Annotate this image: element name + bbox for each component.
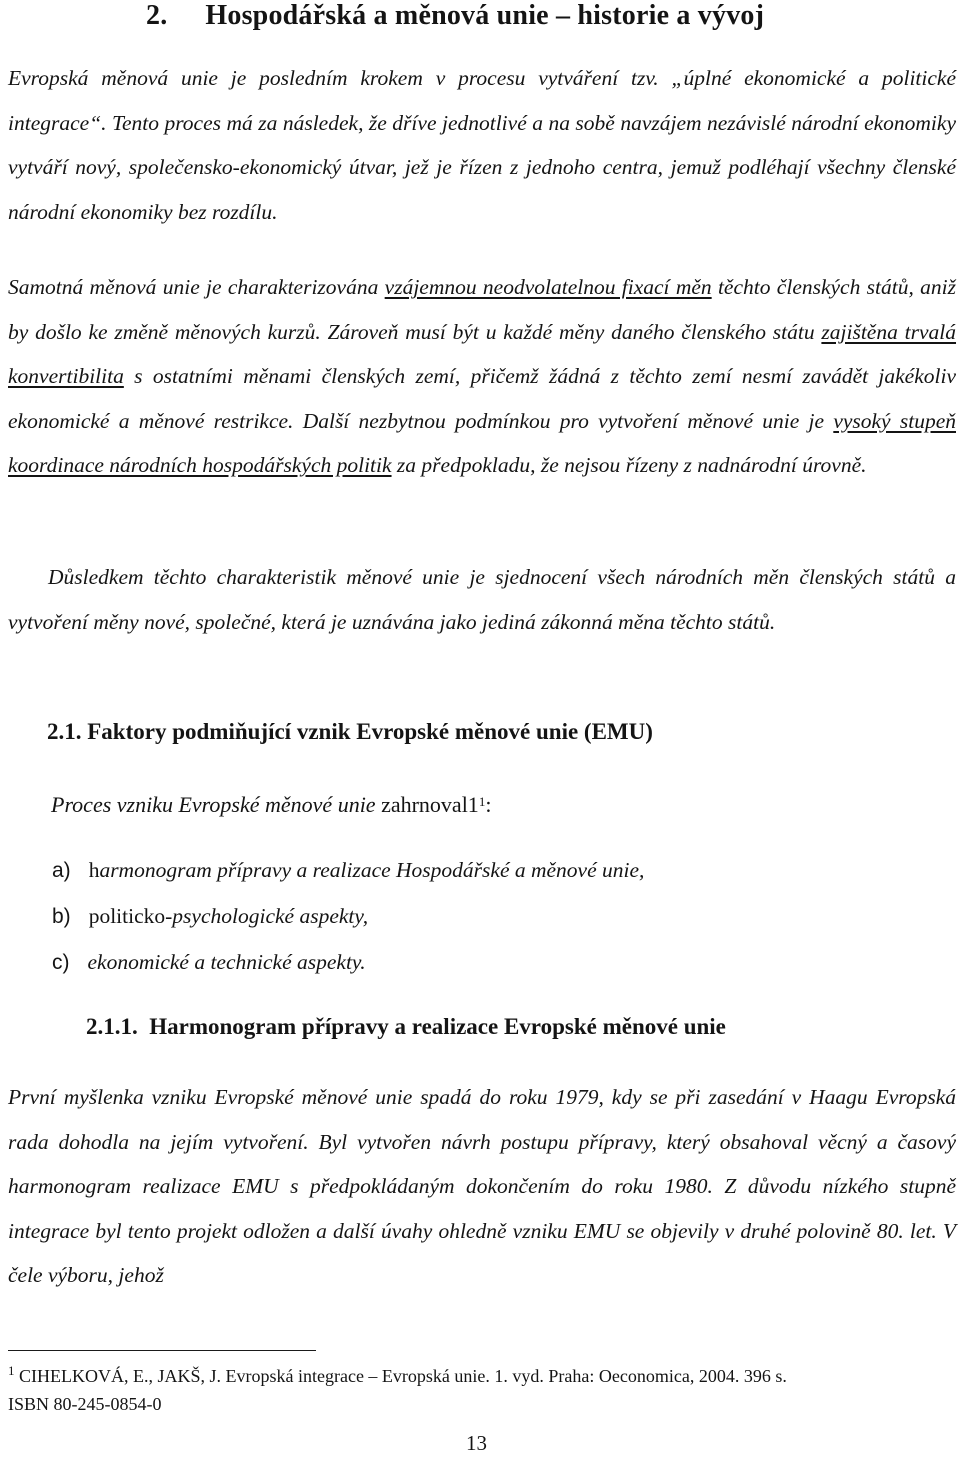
section-title: Harmonogram přípravy a realizace Evropské měnové unie: [149, 1014, 726, 1039]
underlined-term: zajištěna trvalá konvertibilita: [8, 319, 957, 388]
underlined-term: vzájemnou neodvolatelnou fixací měn: [384, 275, 712, 299]
chapter-title: Hospodářská a měnová unie – historie a vývoj: [205, 0, 765, 31]
section-number: 2.1.1.: [86, 1014, 138, 1039]
list-text-italic: armonogram přípravy a realizace Hospodářské a měnové unie,: [99, 858, 645, 882]
section-heading-2-1: [47, 719, 653, 745]
footnote-ref[interactable]: 1: [478, 794, 486, 809]
footnote-text: CIHELKOVÁ, E., JAKŠ, J. Evropská integrace – Evropská unie. 1. vyd. Praha: Oeconomica, 2004. 396 s.: [14, 1366, 787, 1386]
list-item: [52, 848, 644, 893]
footnote-number: 1: [8, 1363, 15, 1378]
list-intro-colon: :: [485, 792, 492, 817]
footnote-isbn: ISBN 80-245-0854-0: [8, 1394, 162, 1414]
underlined-term: vysoký stupeň koordinace národních hospodářských politik: [8, 408, 956, 477]
list-intro: [51, 782, 491, 827]
footnote-separator: [8, 1350, 316, 1351]
list-item: [52, 894, 368, 939]
text-segment: Další nezbytnou podmínkou pro vytvoření měnové unie je: [293, 408, 834, 433]
list-text-italic: ekonomické a technické aspekty.: [87, 950, 366, 974]
paragraph-intro: [8, 56, 956, 234]
section-heading-2-1-1: [86, 1014, 726, 1040]
text-segment: Samotná měnová unie je charakterizována: [8, 275, 385, 299]
paragraph-consequence-text: Důsledkem těchto charakteristik měnové unie je sjednocení všech národních měn členských států a vytvoření měny nové, společné, která je uznávána jako jediná zákonná měna těchto států.: [8, 565, 956, 634]
text-segment: s ostatními měnami členských zemí, přičemž žádná z těchto zemí nesmí zavádět jakékoliv ekonomické a měnové restrikce.: [8, 364, 956, 433]
paragraph-harmonogram: [8, 1075, 956, 1298]
paragraph-monetary-union: [8, 265, 956, 488]
paragraph-harmonogram-text: První myšlenka vzniku Evropské měnové unie spadá do roku 1979, kdy se při zasedání v Haagu Evropská rada dohodla na jejím vytvoření. Byl vytvořen návrh postupu přípravy, který obsahoval věcný a časový harmonogram realizace EMU s předpokládaným dokončením do roku 1980. Z důvodu nízkého stupně integrace byl tento projekt odložen a další úvahy ohledně vzniku EMU se objevily v druhé polovině 80. let. V čele výboru, jehož: [8, 1085, 956, 1287]
list-text: h: [88, 858, 100, 882]
chapter-number: 2.: [146, 0, 168, 31]
text-segment: za předpokladu, že nejsou řízeny z nadnárodní úrovně.: [391, 453, 867, 477]
footnote: [8, 1363, 787, 1387]
paragraph-intro-text: Evropská měnová unie je posledním krokem v procesu vytváření tzv. „úplné ekonomické a politické integrace“. Tento proces má za následek, že dříve jednotlivé a na sobě navzájem nezávislé národní ekonomiky vytváří nový, společensko-ekonomický útvar, jež je řízen z jednoho centra, jemuž podléhají všechny členské národní ekonomiky bez rozdílu.: [8, 66, 956, 224]
section-number: 2.1.: [47, 719, 82, 744]
list-marker: c): [52, 951, 70, 974]
list-text-italic: psychologické aspekty,: [172, 904, 369, 928]
text-segment: Zároveň musí být u každé měny daného členského státu: [320, 319, 822, 344]
list-intro-italic: Proces vzniku Evropské měnové unie: [51, 792, 376, 817]
text-segment: těchto členských států, aniž by došlo ke změně měnových kurzů.: [8, 275, 956, 344]
list-marker: b): [52, 905, 71, 928]
list-marker: a): [52, 859, 71, 882]
paragraph-consequence: [8, 555, 956, 644]
list-intro-plain: zahrnoval1: [375, 792, 479, 817]
page-number: 13: [466, 1431, 487, 1455]
list-item: [52, 940, 366, 985]
section-title: Faktory podmiňující vznik Evropské měnové unie (EMU): [87, 719, 653, 744]
chapter-heading: [146, 0, 764, 32]
list-text: politicko-: [88, 904, 173, 928]
